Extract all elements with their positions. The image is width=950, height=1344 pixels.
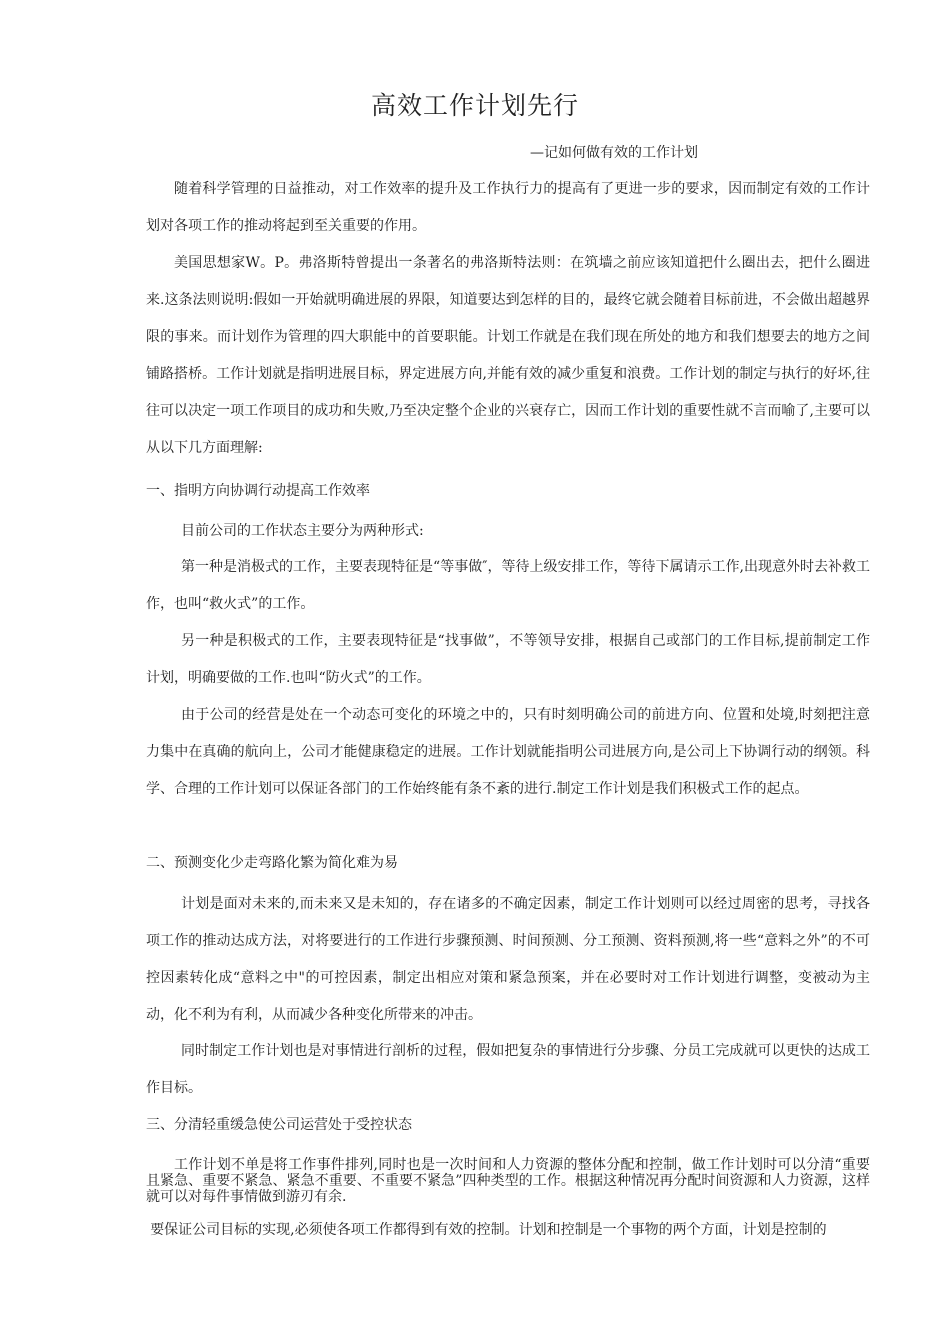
section-heading-2: 二、预测变化少走弯路化繁为简化难为易 xyxy=(146,855,398,871)
paragraph-s3-priority: 工作计划不单是将工作事件排列,同时也是一次时间和人力资源的整体分配和控制，做工作计划时可以分清“重要且紧急、重要不紧急、紧急不重要、不重要不紧急”四种类型的工作。根据这种情况再分配时间资源和人力资源，这样就可以对每件事情做到游刃有余. xyxy=(146,1157,870,1205)
section-heading-1: 一、指明方向协调行动提高工作效率 xyxy=(146,483,370,499)
document-subtitle: —记如何做有效的工作计划 xyxy=(530,145,698,161)
paragraph-s2-analysis: 同时制定工作计划也是对事情进行剖析的过程，假如把复杂的事情进行分步骤、分员工完成就可以更快的达成工作目标。 xyxy=(146,1043,870,1096)
paragraph-fulos-law: 美国思想家W。P。弗洛斯特曾提出一条著名的弗洛斯特法则：在筑墙之前应该知道把什么圈出去，把什么圈进来.这条法则说明:假如一开始就明确进展的界限，知道要达到怎样的目的，最终它就会随着目标前进，不会做出超越界限的事来。而计划作为管理的四大职能中的首要职能。计划工作就是在我们现在所处的地方和我们想要去的地方之间铺路搭桥。工作计划就是指明进展目标，界定进展方向,并能有效的减少重复和浪费。工作计划的制定与执行的好坏,往往可以决定一项工作项目的成功和失败,乃至决定整个企业的兴衰存亡，因而工作计划的重要性就不言而喻了,主要可以从以下几方面理解: xyxy=(146,255,870,456)
paragraph-intro: 随着科学管理的日益推动，对工作效率的提升及工作执行力的提高有了更进一步的要求，因而制定有效的工作计划对各项工作的推动将起到至关重要的作用。 xyxy=(146,181,870,234)
document-title: 高效工作计划先行 xyxy=(370,91,579,120)
paragraph-s1-active: 另一种是积极式的工作，主要表现特征是“找事做”，不等领导安排，根据自己或部门的工作目标,提前制定工作计划，明确要做的工作.也叫“防火式”的工作。 xyxy=(146,633,870,686)
paragraph-s1-environment: 由于公司的经营是处在一个动态可变化的环境之中的，只有时刻明确公司的前进方向、位置和处境,时刻把注意力集中在真确的航向上，公司才能健康稳定的进展。工作计划就能指明公司进展方向,是公司上下协调行动的纲领。科学、合理的工作计划可以保证各部门的工作始终能有条不紊的进行.制定工作计划是我们积极式工作的起点。 xyxy=(146,707,870,797)
paragraph-s1-passive: 第一种是消极式的工作，主要表现特征是“等事做″，等待上级安排工作，等待下属请示工作,出现意外时去补救工作，也叫“救火式”的工作。 xyxy=(146,559,870,612)
section-heading-3: 三、分清轻重缓急使公司运营处于受控状态 xyxy=(146,1117,412,1133)
paragraph-s3-control: 要保证公司目标的实现,必须使各项工作都得到有效的控制。计划和控制是一个事物的两个方面，计划是控制的 xyxy=(150,1222,827,1238)
paragraph-s1-intro: 目前公司的工作状态主要分为两种形式: xyxy=(181,523,424,539)
paragraph-s2-prediction: 计划是面对未来的,而未来又是未知的，存在诸多的不确定因素，制定工作计划则可以经过周密的思考，寻找各项工作的推动达成方法，对将要进行的工作进行步骤预测、时间预测、分工预测、资料预测,将一些“意料之外”的不可控因素转化成“意料之中"的可控因素，制定出相应对策和紧急预案，并在必要时对工作计划进行调整，变被动为主动，化不利为有利，从而减少各种变化所带来的冲击。 xyxy=(146,896,870,1023)
